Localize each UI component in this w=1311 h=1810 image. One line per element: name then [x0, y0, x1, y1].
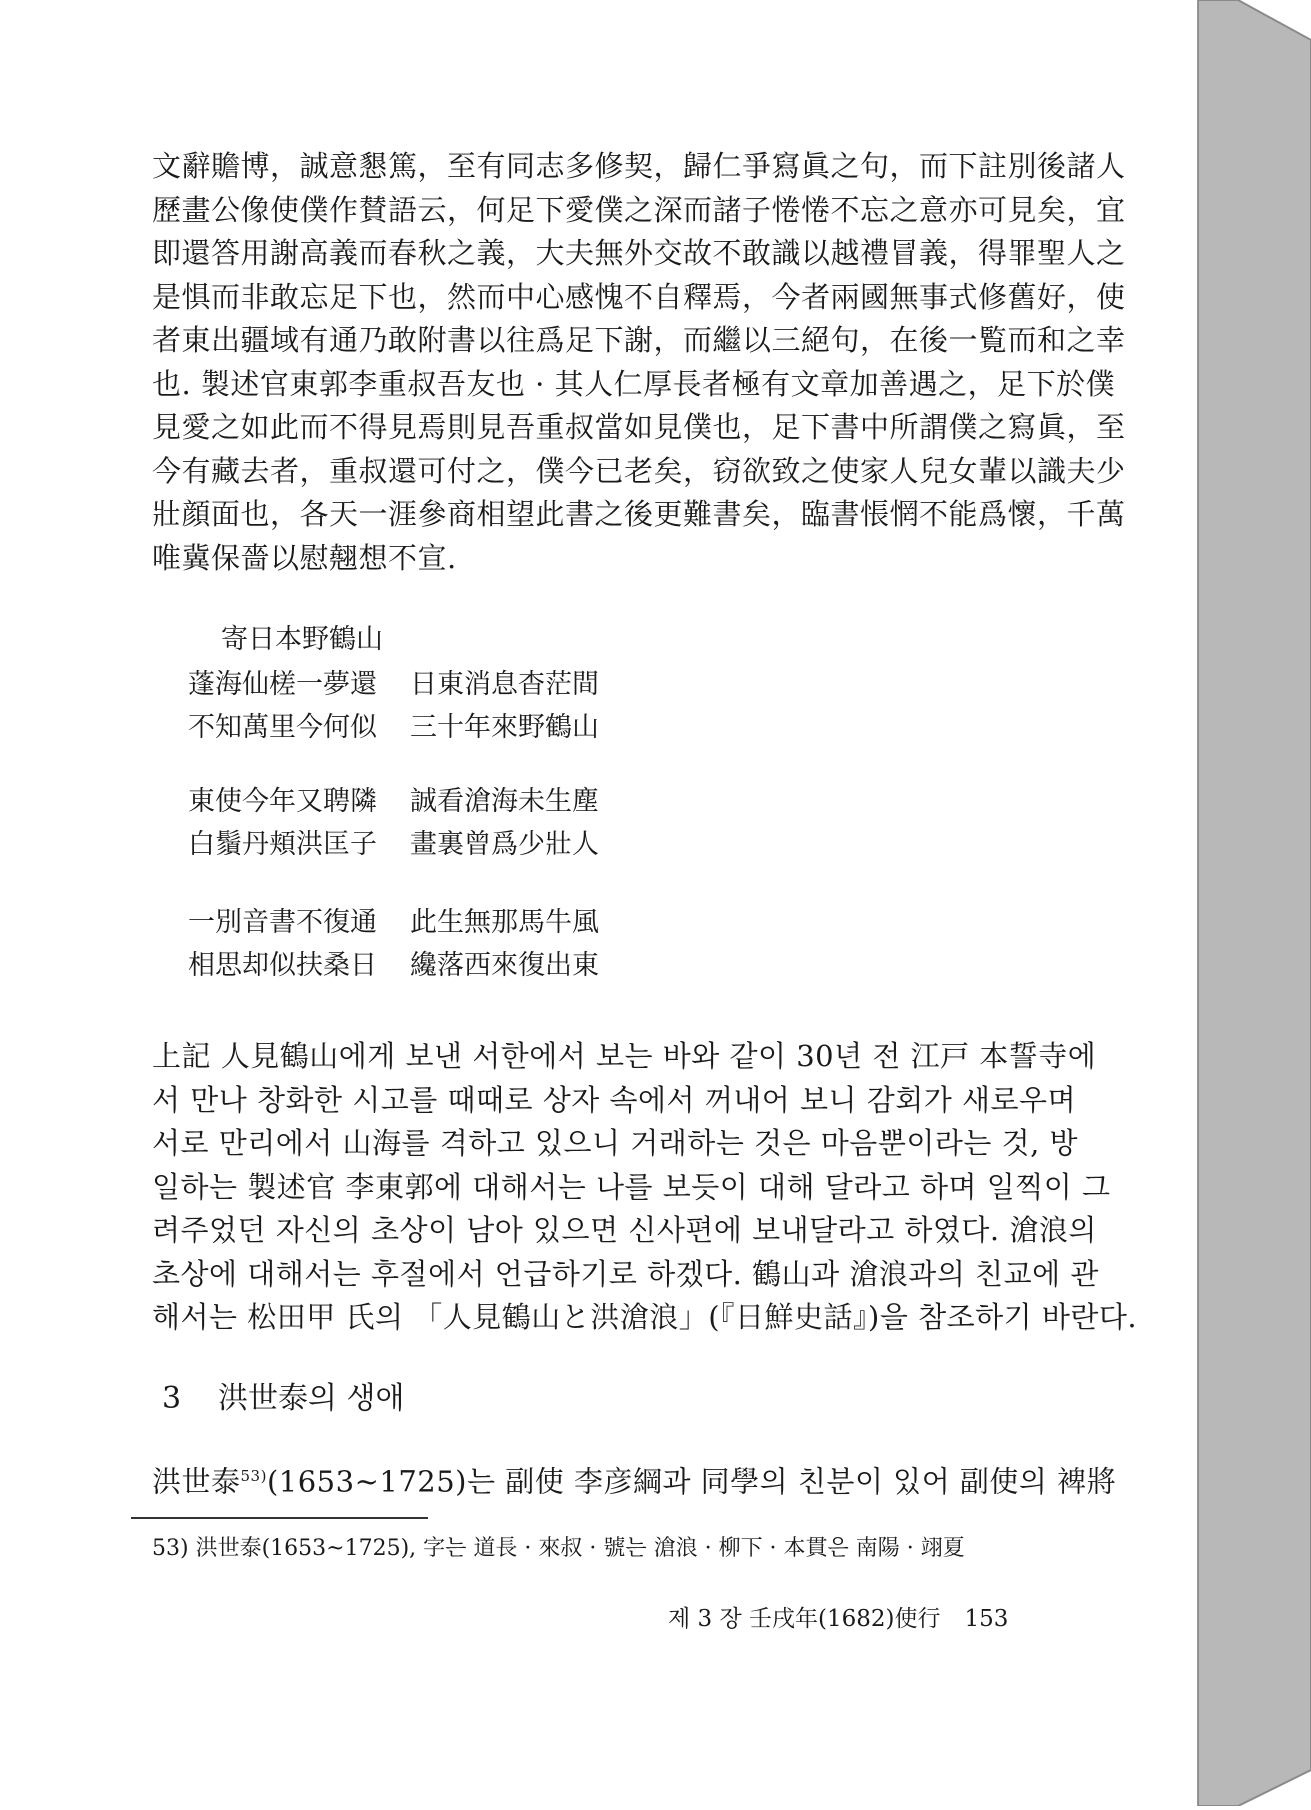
- text-line: 려주었던 자신의 초상이 남아 있으면 신사편에 보내달라고 하였다. 滄浪의: [152, 1213, 1097, 1247]
- text-line: 唯冀保嗇以慰翹想不宣.: [152, 540, 457, 575]
- poem-stanza: [188, 780, 599, 866]
- poem-verse: 白鬚丹頬洪匡子: [188, 829, 377, 860]
- poem-verse: 纔落西來復出東: [410, 950, 599, 981]
- text-line: 壯顔面也，各天一涯參商相望此書之後更難書矣，臨書悵惘不能爲懷，千萬: [152, 497, 1126, 531]
- poem-verse: 畫裏曾爲少壯人: [410, 829, 599, 860]
- poem-verse: 此生無那馬牛風: [410, 907, 599, 938]
- book-spine-edge: [1198, 0, 1311, 1806]
- text-line: 是惧而非敢忘足下也，然而中心感愧不自釋焉，今者兩國無事式修舊好，使: [152, 279, 1126, 314]
- text-line: 歷畫公像使僕作賛語云，何足下愛僕之深而諸子惓惓不忘之意亦可見矣，宜: [152, 192, 1126, 227]
- poem-verse: 三十年來野鶴山: [410, 712, 599, 743]
- biography-paragraph: [152, 1455, 1117, 1504]
- text-line: 即還答用謝高義而春秋之義，大夫無外交故不敢識以越禮冒義，得罪聖人之: [152, 236, 1126, 270]
- footnote-reference[interactable]: 53): [240, 1467, 267, 1485]
- paragraph-text: (1653~1725)는 副使 李彦綱과 同學의 친분이 있어 副使의 裨將: [266, 1464, 1117, 1499]
- section-number: 3: [162, 1381, 182, 1416]
- footnote-divider: [131, 1517, 428, 1519]
- text-line: 해서는 松田甲 氏의 「人見鶴山と洪滄浪」(『日鮮史話』)을 참조하기 바란다.: [152, 1300, 1138, 1334]
- text-line: 서로 만리에서 山海를 격하고 있으니 거래하는 것은 마음뿐이라는 것, 방: [152, 1126, 1079, 1160]
- text-line: 上記 人見鶴山에게 보낸 서한에서 보는 바와 같이 30년 전 江戸 本誓寺에: [152, 1039, 1097, 1073]
- poem-verse: 不知萬里今何似: [188, 712, 377, 743]
- poem-title: 寄日本野鶴山: [221, 624, 383, 655]
- commentary-paragraph: [152, 1035, 1138, 1340]
- text-line: 초상에 대해서는 후절에서 언급하기로 하겠다. 鶴山과 滄浪과의 친교에 관: [152, 1256, 1099, 1291]
- poem-verse: 相思却似扶桑日: [188, 950, 377, 981]
- poem-verse: 日東消息杳茫間: [410, 669, 599, 700]
- letter-paragraph: [152, 145, 1126, 580]
- chapter-title: 제 3 장 壬戌年(1682)使行: [668, 1606, 941, 1632]
- poem-couplet: [188, 663, 599, 706]
- poem-couplet: [188, 780, 599, 823]
- poem-couplet: [188, 823, 599, 866]
- person-name: 洪世泰: [152, 1464, 241, 1499]
- text-line: 者東出疆域有通乃敢附書以往爲足下謝，而繼以三絕句，在後一覧而和之幸: [152, 323, 1126, 357]
- poem-verse: 東使今年又聘隣: [188, 786, 377, 817]
- poem-verse: 一別音書不復通: [188, 907, 377, 938]
- section-heading: [162, 1373, 404, 1417]
- text-line: 서 만나 창화한 시고를 때때로 상자 속에서 꺼내어 보니 감회가 새로우며: [152, 1082, 1077, 1117]
- poem-stanza: [188, 901, 599, 987]
- poem-couplet: [188, 901, 599, 944]
- text-line: 일하는 製述官 李東郭에 대해서는 나를 보듯이 대해 달라고 하며 일찍이 그: [152, 1169, 1111, 1204]
- running-footer: [668, 1600, 1008, 1633]
- poem-verse: 誠看滄海未生塵: [410, 786, 599, 817]
- poem-stanza: [188, 663, 599, 749]
- poem-couplet: [188, 944, 599, 987]
- text-line: 今有藏去者，重叔還可付之，僕今已老矣，窃欲致之使家人兒女輩以識夫少: [152, 453, 1126, 488]
- text-line: 見愛之如此而不得見焉則見吾重叔當如見僕也，足下書中所謂僕之寫眞，至: [152, 410, 1126, 444]
- page-number: 153: [964, 1606, 1009, 1632]
- text-line: 也. 製述官東郭李重叔吾友也 · 其人仁厚長者極有文章加善遇之，足下於僕: [152, 366, 1116, 401]
- poem-verse: 蓬海仙槎一夢還: [188, 669, 377, 700]
- poem-couplet: [188, 706, 599, 749]
- text-line: 文辭贍博，誠意懇篤，至有同志多修契，歸仁爭寫眞之句，而下註別後諸人: [152, 149, 1126, 183]
- section-title: 洪世泰의 생애: [218, 1381, 405, 1416]
- footnote: 53) 洪世泰(1653~1725), 字는 道長 · 來叔 · 號는 滄浪 · 柳下 · 本貫은 南陽 · 翊夏: [152, 1536, 965, 1561]
